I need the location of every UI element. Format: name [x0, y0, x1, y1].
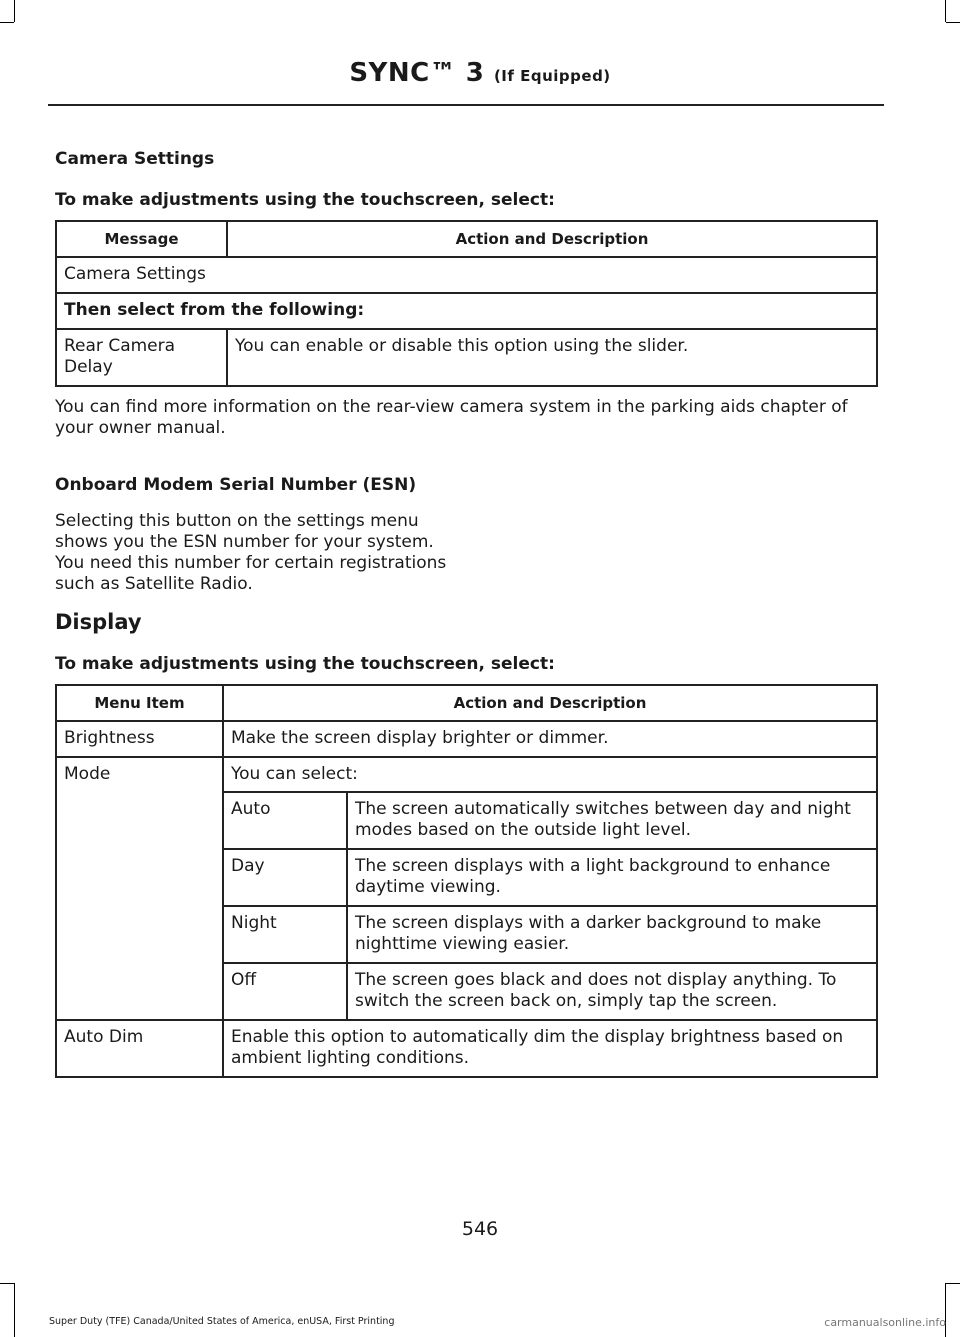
list-item [224, 849, 876, 906]
mode-option-description: The screen automatically switches between day and night modes based on the outside light level. [347, 792, 876, 849]
esn-heading: Onboard Modem Serial Number (ESN) [55, 475, 417, 495]
column-header: Action and Description [227, 221, 877, 257]
mode-options-cell [223, 757, 877, 1020]
column-header: Message [56, 221, 227, 257]
list-item [224, 906, 876, 963]
crop-mark [0, 1283, 14, 1284]
table-cell-description: Make the screen display brighter or dimmer. [223, 721, 877, 757]
watermark: carmanualsonline.info [824, 1316, 946, 1329]
display-table [55, 684, 878, 1078]
crop-mark [946, 1283, 960, 1284]
camera-settings-heading: Camera Settings [55, 149, 215, 169]
mode-option-name: Off [224, 963, 347, 1019]
table-row [56, 757, 877, 1020]
display-heading: Display [55, 610, 142, 634]
footer-text: Super Duty (TFE) Canada/United States of America, enUSA, First Printing [49, 1316, 395, 1327]
mode-option-name: Auto [224, 792, 347, 849]
mode-options-table [224, 791, 876, 1019]
crop-mark [14, 1283, 15, 1337]
table-row [56, 329, 877, 386]
table-cell-item: Rear Camera Delay [56, 329, 227, 386]
table-cell-description: Enable this option to automatically dim the display brightness based on ambient lighting conditions. [223, 1020, 877, 1077]
table-row [56, 721, 877, 757]
display-intro: To make adjustments using the touchscreen, select: [55, 654, 555, 674]
table-cell-item: Brightness [56, 721, 223, 757]
crop-mark [945, 0, 946, 22]
esn-body: Selecting this button on the settings menu shows you the ESN number for your system. You need this number for certain registrations such as Satellite Radio. [55, 511, 447, 594]
column-header: Action and Description [223, 685, 877, 721]
crop-mark [14, 0, 15, 22]
table-cell-item: Mode [56, 757, 223, 1020]
list-item [224, 792, 876, 849]
crop-mark [0, 22, 14, 23]
mode-option-description: The screen displays with a light background to enhance daytime viewing. [347, 849, 876, 906]
column-header: Menu Item [56, 685, 223, 721]
mode-option-description: The screen displays with a darker background to make nighttime viewing easier. [347, 906, 876, 963]
table-row: Then select from the following: [56, 293, 877, 329]
camera-settings-table [55, 220, 878, 387]
header-title: SYNC™ 3 [349, 58, 485, 88]
page-header [0, 58, 960, 88]
list-item [224, 963, 876, 1019]
camera-intro: To make adjustments using the touchscreen, select: [55, 190, 555, 210]
page-number: 546 [461, 1218, 499, 1240]
mode-lead: You can select: [231, 764, 358, 784]
table-cell-description: You can enable or disable this option using the slider. [227, 329, 877, 386]
header-rule [48, 104, 884, 106]
camera-note: You can find more information on the rear-view camera system in the parking aids chapter of your owner manual. [55, 397, 848, 438]
table-row: Camera Settings [56, 257, 877, 293]
mode-option-name: Night [224, 906, 347, 963]
table-cell-item: Auto Dim [56, 1020, 223, 1077]
mode-option-name: Day [224, 849, 347, 906]
mode-option-description: The screen goes black and does not display anything. To switch the screen back on, simply tap the screen. [347, 963, 876, 1019]
crop-mark [946, 22, 960, 23]
header-subtitle: (If Equipped) [493, 67, 611, 85]
table-row [56, 1020, 877, 1077]
